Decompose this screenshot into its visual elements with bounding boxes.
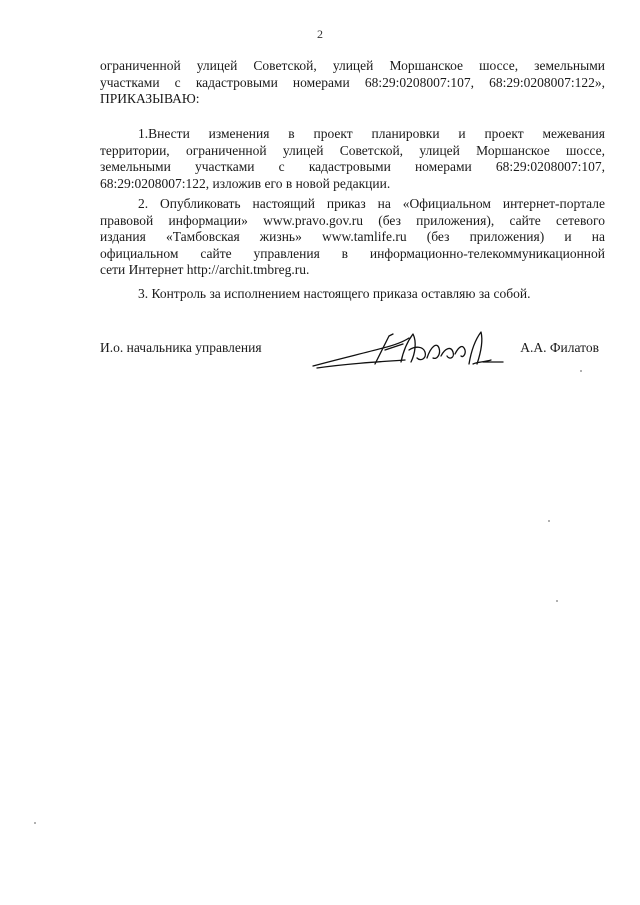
scan-speck [556,600,558,602]
paragraph-item-3 [100,286,605,303]
signer-position: И.о. начальника управления [100,340,262,355]
item-2-line-1: 2. Опубликовать настоящий приказ на «Официальном интернет-портале [138,196,605,211]
item-2-line-3: издания «Тамбовская жизнь» www.tamlife.ru (без приложения) и на [100,229,605,244]
item-2-line-2: правовой информации» www.pravo.gov.ru (без приложения), сайте сетевого [100,212,605,228]
order-keyword: ПРИКАЗЫВАЮ: [100,91,200,106]
item-2-line-5: сети Интернет http://archit.tmbreg.ru. [100,262,310,277]
item-1-line-2: территории, ограниченной улицей Советской, улицей Моршанское шоссе, [100,142,605,158]
item-1-line-4: 68:29:0208007:122, изложив его в новой редакции. [100,175,391,191]
item-2-line-4: официальном сайте управления в информационно-телекоммуникационной [100,245,605,261]
item-1-line-3: земельными участками с кадастровыми номерами 68:29:0208007:107, [100,159,605,174]
paragraph-item-2 [100,196,605,279]
signature-block [100,336,605,376]
handwritten-signature [305,324,505,378]
scan-speck [34,822,36,824]
scan-speck [548,520,550,522]
item-3-line-1: 3. Контроль за исполнением настоящего приказа оставляю за собой. [138,286,531,301]
paragraph-preamble [100,58,605,108]
item-1-line-1: 1.Внести изменения в проект планировки и проект межевания [138,126,605,141]
scan-speck [580,370,582,372]
page-number: 2 [317,27,323,41]
signer-name: А.А. Филатов [520,340,599,355]
paragraph-item-1 [100,126,605,192]
preamble-line-2: участками с кадастровыми номерами 68:29:0208007:107, 68:29:0208007:122», [100,74,605,90]
preamble-line-1: ограниченной улицей Советской, улицей Моршанское шоссе, земельными [100,58,605,73]
